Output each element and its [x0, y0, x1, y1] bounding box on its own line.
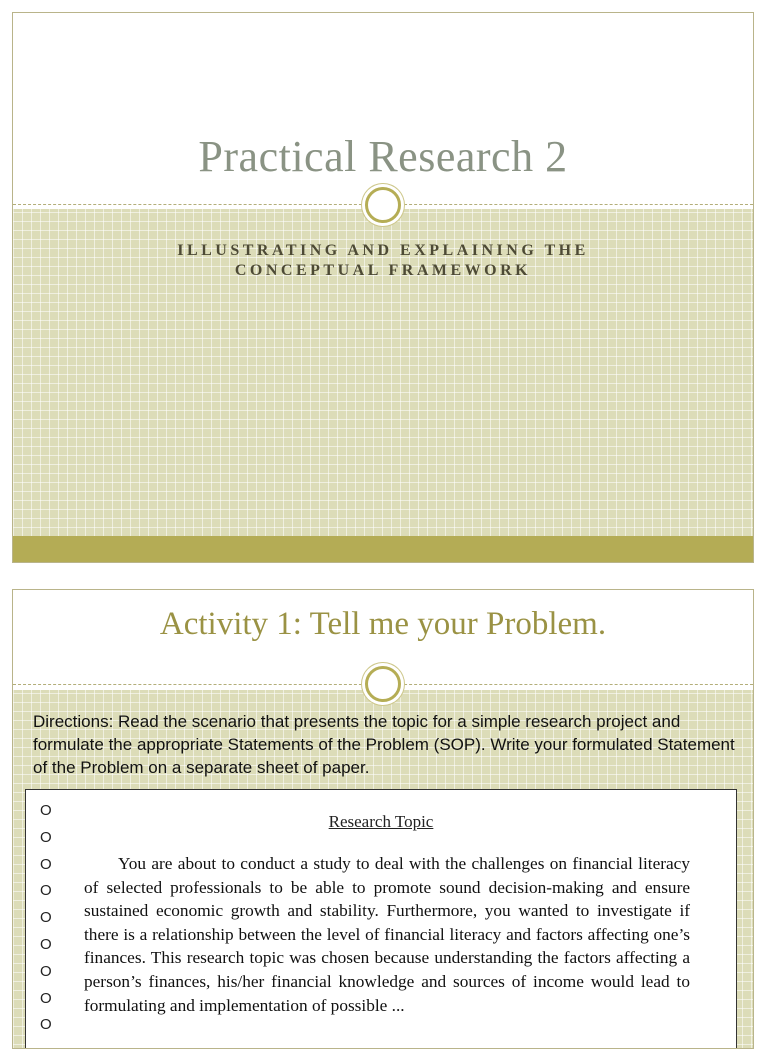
circle-ornament-icon: [365, 666, 401, 702]
bullet-icon: O: [40, 962, 52, 980]
bullet-icon: O: [40, 855, 52, 873]
bullet-icon: O: [40, 802, 52, 819]
research-topic-body: You are about to conduct a study to deal with the challenges on financial literacy of selected professionals to be able to promote sound decision-making and ensure sustained economic growth and stability. Furthermore, you wanted to investigate if there is a relationship between the level of financial literacy and factors affecting one’s finances. This research topic was chosen because understanding the factors affecting a person’s finances, his/her financial knowledge and sources of income would lead to formulating and implementation of possible ...: [84, 854, 690, 1015]
bullet-icon: O: [40, 935, 52, 953]
bullet-icon: O: [40, 909, 52, 927]
subtitle-line-2: CONCEPTUAL FRAMEWORK: [234, 262, 532, 279]
bullet-icon: O: [40, 989, 52, 1007]
activity-title: Activity 1: Tell me your Problem.: [159, 606, 607, 642]
bullet-icon: O: [40, 882, 52, 900]
research-topic-heading: Research Topic: [328, 812, 434, 831]
research-topic-box: [25, 789, 737, 1049]
circle-ornament-icon: [365, 187, 401, 223]
bullet-column: [40, 798, 52, 1039]
subtitle-line-1: ILLUSTRATING AND EXPLAINING THE: [177, 242, 589, 259]
footer-bar: [13, 536, 753, 562]
research-topic-paragraph: [84, 852, 690, 1017]
directions-text: Directions: Read the scenario that presents the topic for a simple research project and formulate the appropriate Statements of the Problem (SOP). Write your formulated Statement of the Problem on a separate sheet of paper.: [33, 712, 735, 777]
presentation-subtitle: [13, 241, 753, 281]
activity-slide: [12, 589, 754, 1049]
presentation-title: Practical Research 2: [198, 132, 568, 181]
bullet-icon: O: [40, 1016, 52, 1034]
title-slide: [12, 12, 754, 563]
bullet-icon: O: [40, 828, 52, 846]
